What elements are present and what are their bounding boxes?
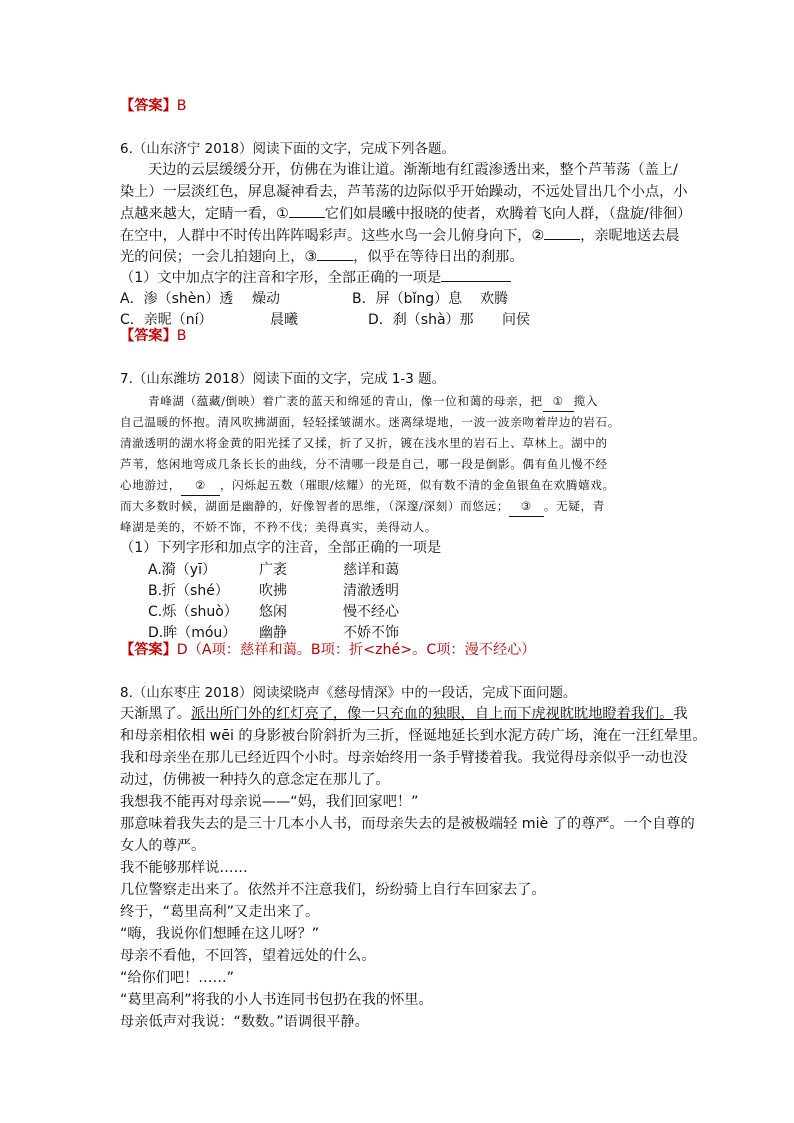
answer-value: B — [176, 98, 187, 114]
q8-passage-line: 母亲低声对我说：“数数。”语调很平静。 — [120, 1014, 369, 1030]
q7-text: ，闪烁起五数（璀眼/炫耀）的光斑，似有数不清的金鱼银鱼在欢腾嬉戏。 — [219, 478, 615, 492]
q7-passage-line — [120, 496, 605, 517]
q8-passage-line: 我想我不能再对母亲说——“妈，我们回家吧！” — [120, 794, 419, 810]
q6-passage-line — [120, 203, 691, 224]
option-d-word-1: 幽静 — [259, 625, 287, 641]
q7-subquestion-1: （1）下列字形和加点字的注音，全部正确的一项是 — [120, 540, 442, 556]
answer-blank — [441, 267, 511, 282]
question-6-header: 6.（山东济宁 2018）阅读下面的文字，完成下列各题。 — [120, 141, 456, 157]
option-a-word-1: 广袤 — [259, 562, 287, 578]
q8-underlined-sentence: 派出所门外的红灯亮了，像一只充血的独眼，自上而下虎视眈眈地瞪着我们。 — [190, 706, 674, 722]
option-a-word: 燥动 — [252, 291, 280, 307]
q7-passage-line: 清澈透明的湖水将金黄的阳光揉了又揉，折了又折，镀在浅水里的岩石上、草林上。湖中的 — [120, 436, 608, 450]
q6-text: 点越来越大，定睛一看，① — [120, 206, 289, 222]
q7-passage-line: 自己温暖的怀抱。清风吹拂湖面，轻轻揉皱湖水。迷离绿堤地，一波一波亲吻着岸边的岩石。 — [120, 415, 620, 429]
q7-text: 。无疑，青 — [543, 499, 605, 513]
option-b-word-1: 吹拂 — [259, 583, 287, 599]
q8-passage-line: 女人的尊严。 — [120, 838, 206, 854]
answer-value: B — [176, 328, 187, 344]
q6-passage-line: 天边的云层缓缓分开，仿佛在为谁让道。渐渐地有红霞渗透出来，整个芦苇荡（盖上/ — [148, 162, 678, 178]
q8-passage-line: “葛里高利”将我的小人书连同书包扔在我的怀里。 — [120, 992, 433, 1008]
answer-value: D（A项：慈祥和蔼。B项：折<zhé>。C项：漫不经心） — [176, 642, 536, 658]
option-c: C.烁（shuò） — [148, 604, 238, 620]
option-d-word: 问侯 — [502, 312, 530, 328]
q7-text: 青峰湖（蕴藏/倒映）着广袤的蓝天和绵延的青山，像一位和蔼的母亲，把 — [148, 394, 543, 408]
answer-line — [120, 640, 536, 660]
option-c-word-2: 慢不经心 — [343, 604, 399, 620]
option-b-word: 欢腾 — [480, 291, 508, 307]
q8-passage-line: 终于，“葛里高利”又走出来了。 — [120, 904, 320, 920]
option-c-word-1: 悠闲 — [259, 604, 287, 620]
q8-passage-line: 那意味着我失去的是三十几本小人书，而母亲失去的是被极端轻 miè 了的尊严。一个自尊的 — [120, 816, 695, 832]
blank-marker-1: ① — [543, 391, 574, 412]
q8-passage-line — [120, 704, 688, 724]
answer-label: 【答案】 — [120, 328, 177, 344]
q8-passage-line: “嗨，我说你们想睡在这儿呀？” — [120, 926, 320, 942]
q8-passage-line: 几位警察走出来了。依然并不注意我们，纷纷骑上自行车回家去了。 — [120, 882, 546, 898]
q6-text: 光的问侯；一会儿拍翅向上，③ — [120, 249, 318, 265]
q8-passage-line: “给你们吧！……” — [120, 970, 235, 986]
q6-passage-line: 染上）一层淡红色，屏息凝神看去，芦苇荡的边际似乎开始躁动，不远处冒出几个小点，小 — [120, 184, 688, 200]
q8-passage-line: 我和母亲坐在那儿已经近四个小时。母亲始终用一条手臂搂着我。我觉得母亲似乎一动也没 — [120, 750, 688, 766]
option-d-word-2: 不娇不饰 — [343, 625, 399, 641]
q6-subquestion-1 — [120, 267, 511, 288]
q6-text: ，亲昵地送去晨 — [580, 228, 680, 244]
q7-text: 揽入 — [573, 394, 599, 408]
answer-label: 【答案】 — [120, 642, 177, 658]
question-8-header: 8.（山东枣庄 2018）阅读梁晓声《慈母情深》中的一段话，完成下面问题。 — [120, 685, 577, 701]
blank-marker-2: ② — [181, 475, 220, 496]
q8-passage-line: 我不能够那样说…… — [120, 860, 248, 876]
q8-passage-line: 母亲不看他，不回答，望着远处的什么。 — [120, 948, 376, 964]
blank-2 — [544, 225, 580, 240]
q7-text: 而大多数时候，湖面是幽静的，好像智者的思维，（深邃/深刻）而悠远； — [120, 499, 509, 513]
blank-3 — [317, 246, 353, 261]
option-d: D．刹（shà）那 — [368, 312, 474, 328]
blank-marker-3: ③ — [509, 496, 544, 517]
option-a: A.漪（yī） — [148, 562, 216, 578]
q7-passage-line — [120, 475, 615, 496]
option-b: B．屏（bǐng）息 — [352, 291, 463, 307]
q8-passage-line: 动过，仿佛被一种持久的意念定在那儿了。 — [120, 772, 390, 788]
q6-text: ，似乎在等待日出的刹那。 — [353, 249, 524, 265]
q6-passage-line — [120, 246, 523, 267]
q7-passage-line — [148, 391, 598, 412]
option-c: C．亲昵（ní） — [120, 312, 213, 328]
q7-passage-line: 芦苇，悠闲地弯成几条长长的曲线，分不清哪一段是自己，哪一段是倒影。偶有鱼儿慢不经 — [120, 457, 608, 471]
answer-label: 【答案】 — [120, 98, 177, 114]
option-d: D.眸（móu） — [148, 625, 237, 641]
q8-text: 我 — [673, 706, 688, 722]
option-b-word-2: 清澈透明 — [343, 583, 399, 599]
answer-line — [120, 326, 187, 346]
option-a: A．渗（shèn）透 — [120, 291, 234, 307]
blank-1 — [289, 203, 325, 218]
option-a-word-2: 慈详和蔼 — [343, 562, 399, 578]
option-b: B.折（shé） — [148, 583, 229, 599]
q8-passage-line: 和母亲相依相 wēi 的身影被台阶斜折为三折，怪诞地延长到水泥方砖广场，淹在一汪红晕里。 — [120, 728, 707, 744]
q6-sub1-text: （1）文中加点字的注音和字形，全部正确的一项是 — [120, 270, 442, 286]
q6-text: 在空中，人群中不时传出阵阵喝彩声。这些水鸟一会儿俯身向下，② — [120, 228, 545, 244]
q7-passage-line: 峰湖是美的，不娇不饰，不矜不伐；美得真实，美得动人。 — [120, 520, 438, 534]
q8-text: 天渐黑了。 — [120, 706, 191, 722]
question-7-header: 7.（山东潍坊 2018）阅读下面的文字，完成 1-3 题。 — [120, 371, 446, 387]
option-c-word: 晨曦 — [270, 312, 298, 328]
answer-line — [120, 96, 187, 116]
q6-text: 它们如晨曦中报晓的使者，欢腾着飞向人群，（盘旋/徘徊） — [324, 206, 692, 222]
q7-text: 心地游过， — [120, 478, 181, 492]
q6-passage-line — [120, 225, 680, 246]
